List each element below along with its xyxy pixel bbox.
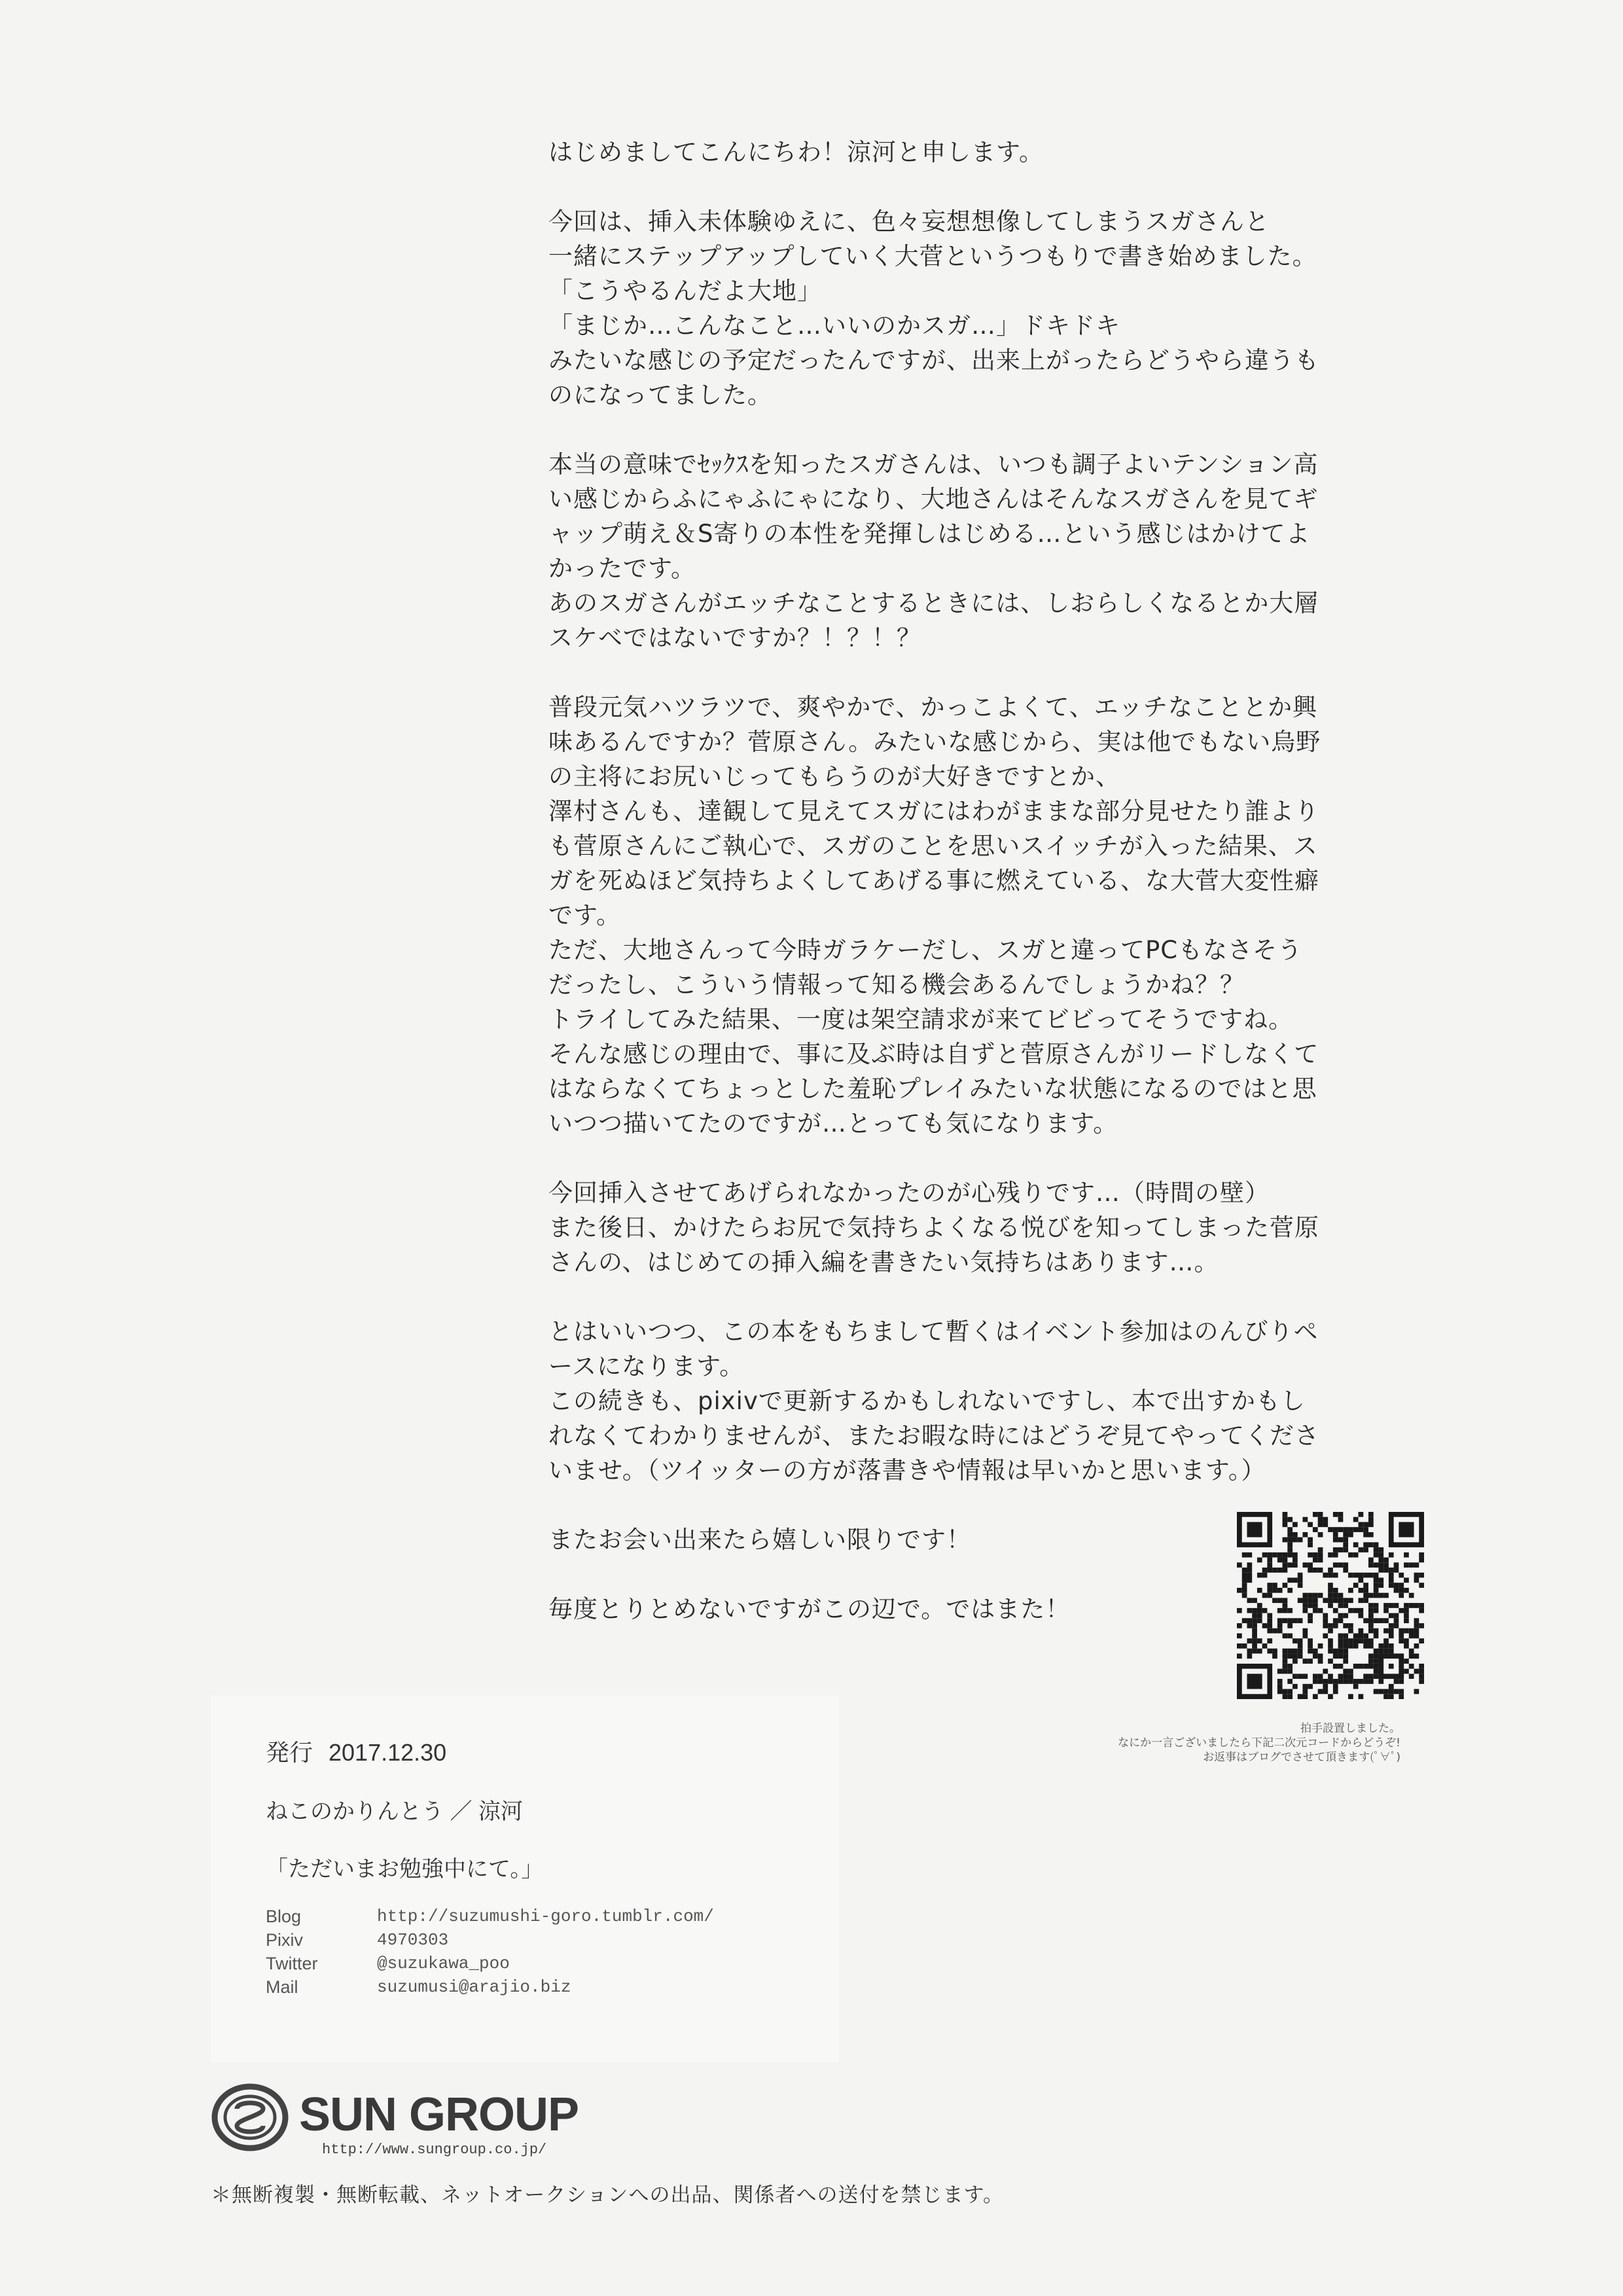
contact-list [266,1905,714,1999]
sun-group-logo-icon [211,2081,289,2153]
afterword-line: 毎度とりとめないですがこの辺で。ではまた！ [548,1595,1071,1623]
afterword-paragraph [548,1175,1465,1280]
pixiv-id: 4970303 [377,1930,449,1950]
issue-date: 2017.12.30 [329,1739,447,1766]
afterword-paragraph [548,447,1465,655]
afterword-paragraph [548,135,1465,170]
afterword-line: またお会い出来たら嬉しい限りです！ [548,1526,971,1554]
copyright-notice: ＊無断複製・無断転載、ネットオークションへの出品、関係者への送付を禁じます。 [211,2183,1004,2207]
contact-label: Blog [266,1907,302,1926]
afterword-paragraph [548,1314,1465,1488]
afterword-text [548,135,1465,1661]
afterword-line: だったし、こういう情報って知る機会あるんでしょうかね？？ [548,971,1245,999]
afterword-line: 普段元気ハツラツで、爽やかで、かっこよくて、エッチなこととか興 [548,693,1318,721]
afterword-line: ャップ萌え＆S寄りの本性を発揮しはじめる…という感じはかけてよ [548,520,1311,548]
afterword-line: い感じからふにゃふにゃになり、大地さんはそんなスガさんを見てギ [548,485,1319,513]
afterword-line: ガを死ぬほど気持ちよくしてあげる事に燃えている、な大菅大変性癖 [548,867,1319,895]
contact-label: Twitter [266,1954,318,1973]
afterword-line: 今回は、挿入未体験ゆえに、色々妄想想像してしまうスガさんと [548,207,1270,236]
afterword-line: スケベではないですか？！？！？ [548,624,921,652]
qr-code-icon[interactable] [1237,1512,1424,1699]
afterword-line: また後日、かけたらお尻で気持ちよくなる悦びを知ってしまった菅原 [548,1213,1319,1242]
colophon [211,1695,839,2062]
afterword-line: 「こうやるんだよ大地」 [548,277,822,305]
afterword-line: 味あるんですか？菅原さん。みたいな感じから、実は他でもない烏野 [548,728,1321,756]
afterword-line: 今回挿入させてあげられなかったのが心残りです…（時間の壁） [548,1179,1270,1207]
book-title: 「ただいまお勉強中にて。」 [266,1857,544,1882]
issue-date-line [266,1734,446,1768]
blog-link[interactable]: http://suzumushi-goro.tumblr.com/ [377,1907,714,1926]
afterword-line: ースになります。 [548,1352,745,1380]
afterword-line: とはいいつつ、この本をもちまして暫くはイベント参加はのんびりペ [548,1318,1319,1346]
afterword-line: この続きも、pixivで更新するかもしれないですし、本で出すかもし [548,1387,1306,1415]
qr-caption-line: 拍手設置しました。 [1300,1722,1400,1735]
contact-label: Pixiv [266,1930,304,1950]
afterword-line: そんな感じの理由で、事に及ぶ時は自ずと菅原さんがリードしなくて [548,1040,1319,1068]
afterword-line: みたいな感じの予定だったんですが、出来上がったらどうやら違うも [548,346,1319,374]
contact-label: Mail [266,1977,298,1997]
afterword-line: いつつ描いてたのですが…とっても気になります。 [548,1109,1118,1138]
contact-row [266,1928,714,1952]
afterword-paragraph [548,204,1465,412]
afterword-line: 「まじか…こんなこと…いいのかスガ…」ドキドキ [548,312,1120,340]
qr-caption-line: なにか一言ございましたら下記二次元コードからどうぞ! [1118,1736,1400,1749]
mail-address[interactable]: suzumusi@arajio.biz [377,1977,571,1997]
afterword-paragraph [548,690,1465,1141]
afterword-line: です。 [548,901,622,929]
qr-caption-line: お返事はブログでさせて頂きます(ﾟ∀ﾟ) [1203,1751,1400,1764]
twitter-handle[interactable]: @suzukawa_poo [377,1954,510,1973]
afterword-line: のになってました。 [548,381,772,409]
afterword-line: かったです。 [548,554,696,583]
afterword-line: 一緒にステップアップしていく大菅というつもりで書き始めました。 [548,242,1317,270]
afterword-line: あのスガさんがエッチなことするときには、しおらしくなるとか大層 [548,589,1319,617]
contact-row [266,1952,714,1975]
qr-caption [942,1721,1400,1765]
issue-label: 発行 [266,1739,313,1766]
afterword-line: はならなくてちょっとした羞恥プレイみたいな状態になるのではと思 [548,1075,1317,1103]
afterword-line: ただ、大地さんって今時ガラケーだし、スガと違ってPCもなさそう [548,936,1303,964]
contact-row [266,1975,714,1999]
afterword-line: も菅原さんにご執心で、スガのことを思いスイッチが入った結果、ス [548,832,1318,860]
afterword-line: れなくてわかりませんが、またお暇な時にはどうぞ見てやってくださ [548,1422,1319,1450]
afterword-line: 本当の意味でｾｯｸｽを知ったスガさんは、いつも調子よいテンション高 [548,450,1319,478]
afterword-line: さんの、はじめての挿入編を書きたい気持ちはあります…。 [548,1248,1219,1276]
afterword-line: トライしてみた結果、一度は架空請求が来てビビってそうですね。 [548,1005,1294,1033]
printer-block [211,2081,669,2160]
circle-name: ねこのかりんとう ／ 涼河 [266,1799,523,1824]
contact-row [266,1905,714,1928]
afterword-line: 澤村さんも、達観して見えてスガにはわがままな部分見せたり誰より [548,797,1319,825]
afterword-line: いませ。（ツイッターの方が落書きや情報は早いかと思います。） [548,1456,1266,1484]
printer-name: SUN GROUP [299,2089,579,2141]
printer-url[interactable]: http://www.sungroup.co.jp/ [322,2142,547,2158]
afterword-line: はじめましてこんにちわ！涼河と申します。 [548,138,1044,166]
afterword-line: の主将にお尻いじってもらうのが大好きですとか、 [548,762,1120,791]
